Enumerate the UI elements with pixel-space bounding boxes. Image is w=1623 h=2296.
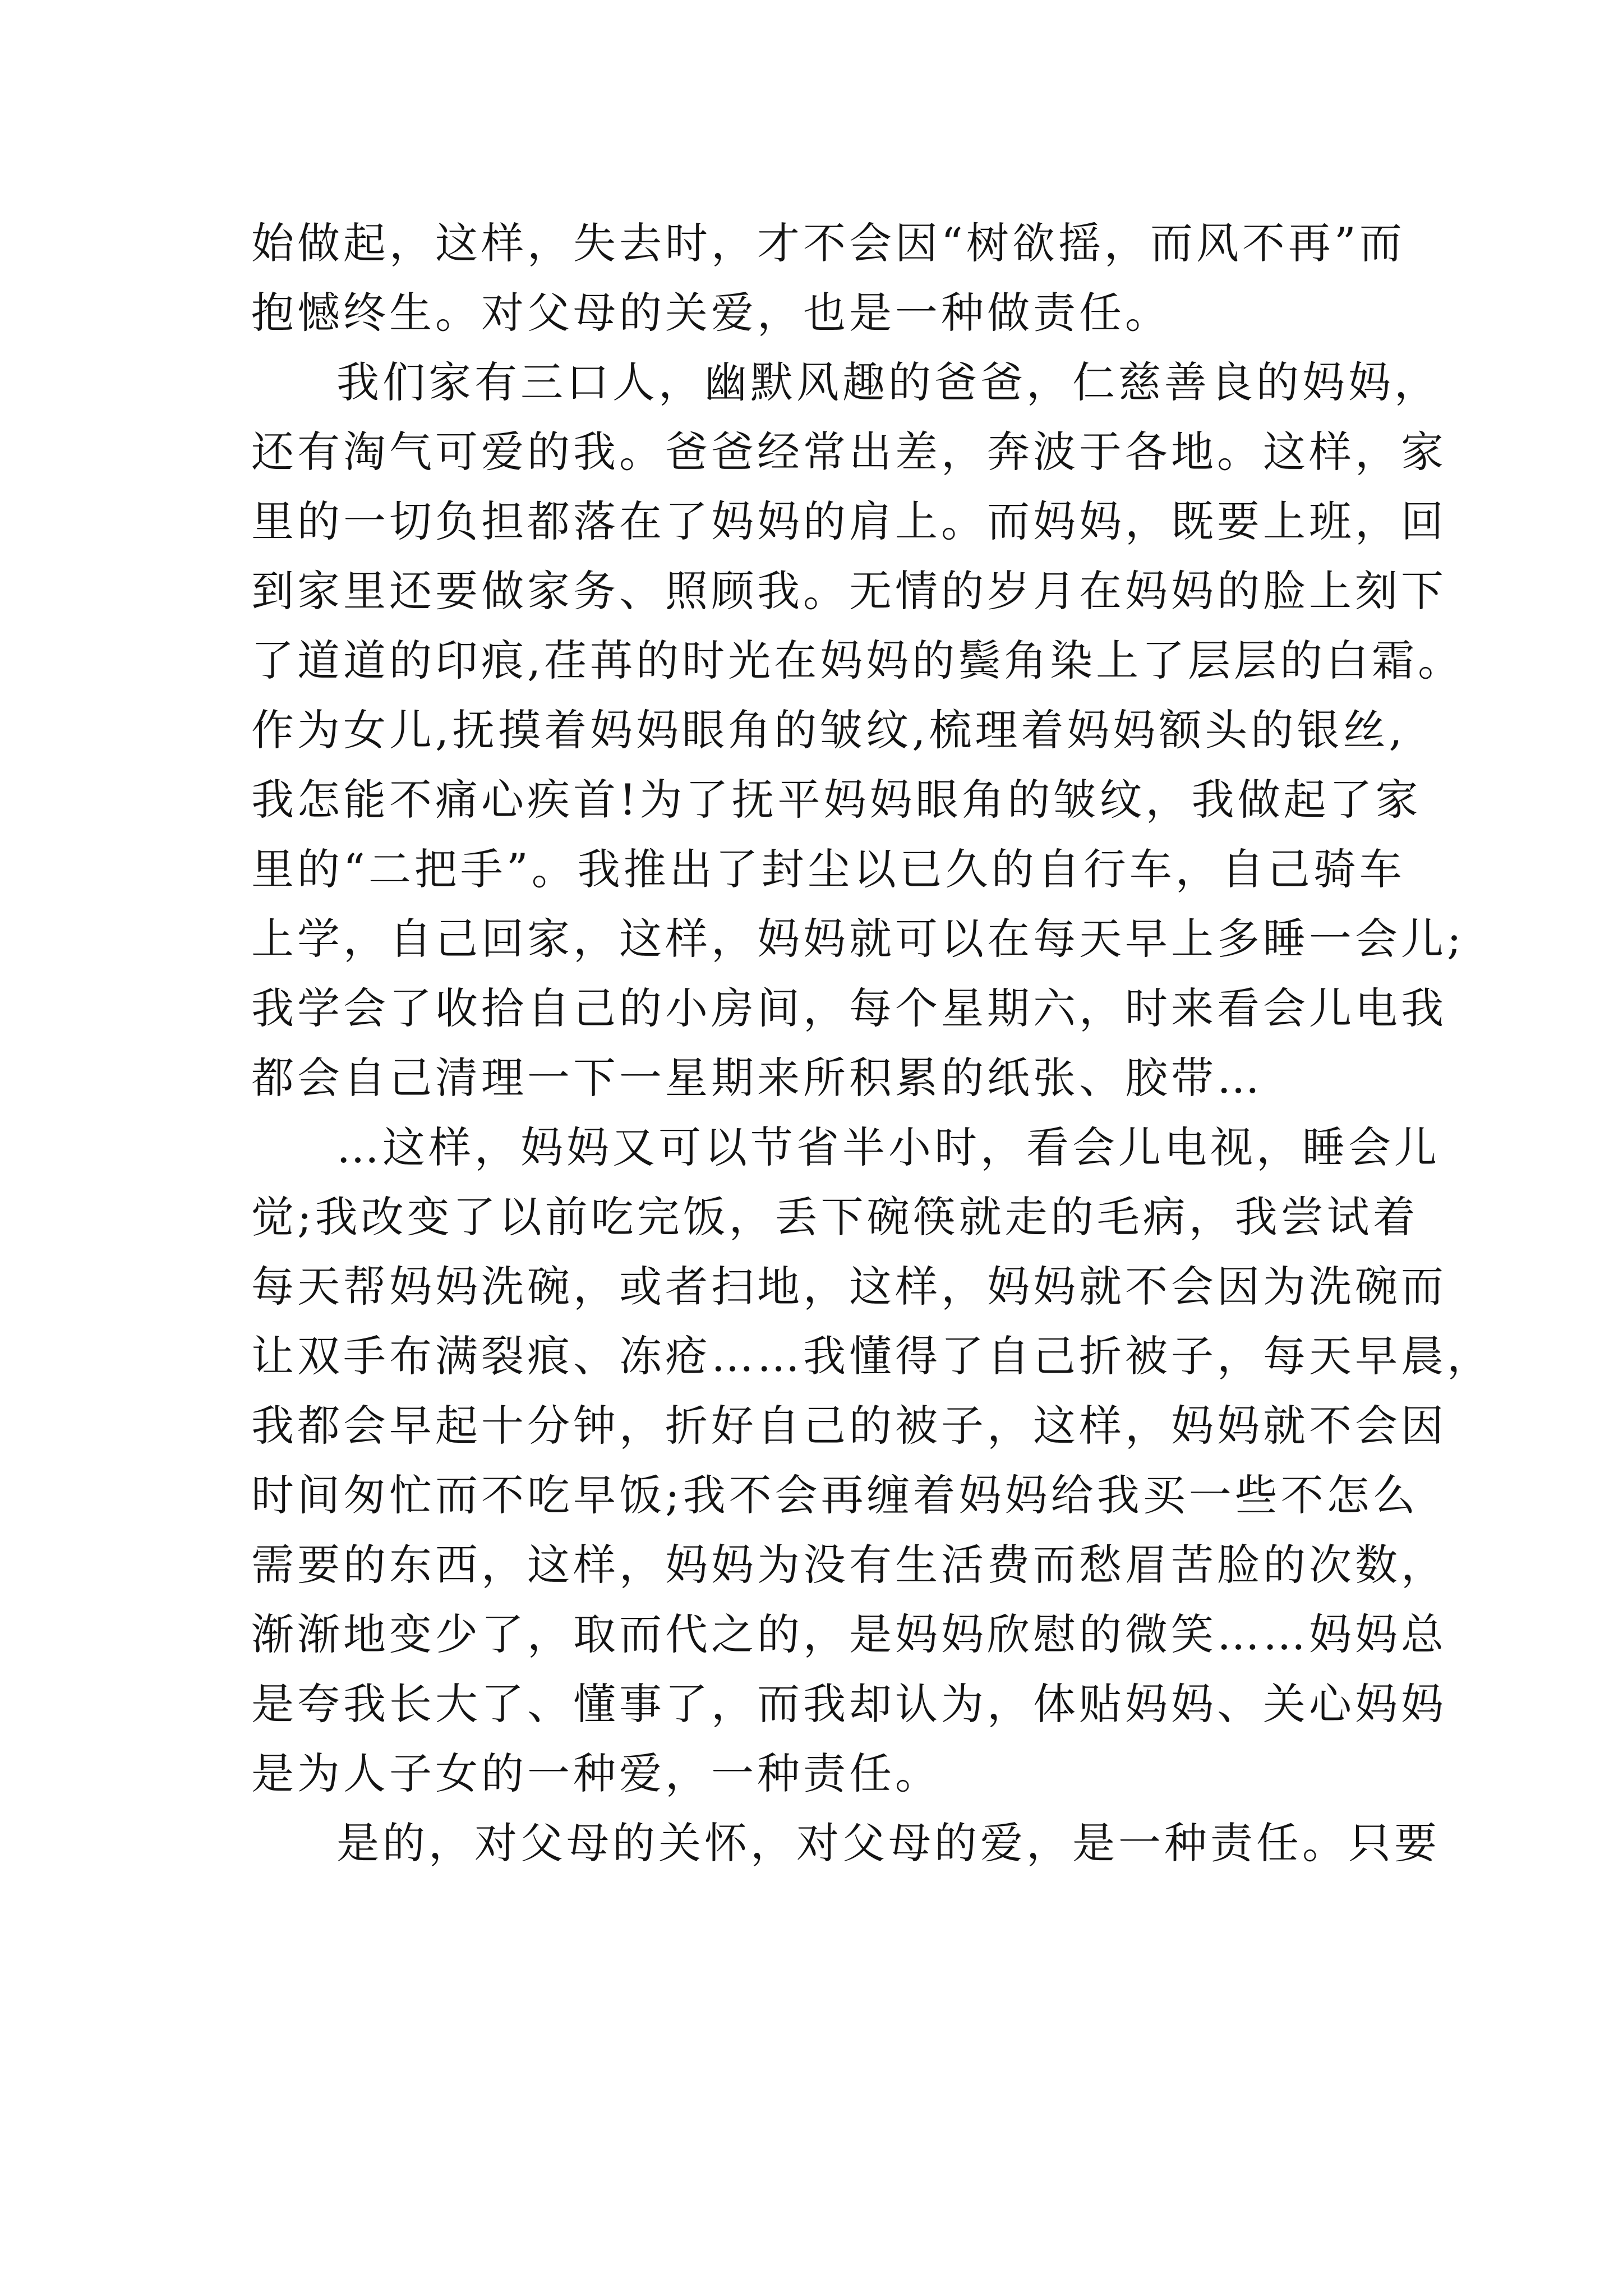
text-line: 需要的东西，这样，妈妈为没有生活费而愁眉苦脸的次数， <box>251 1540 1447 1590</box>
text-line: 我都会早起十分钟，折好自己的被子，这样，妈妈就不会因 <box>251 1401 1447 1451</box>
text-line: 上学，自己回家，这样，妈妈就可以在每天早上多睡一会儿; <box>251 914 1465 964</box>
text-line: 还有淘气可爱的我。爸爸经常出差，奔波于各地。这样，家 <box>251 427 1447 477</box>
body-text <box>251 209 1493 1878</box>
text-line: 是为人子女的一种爱，一种责任。 <box>251 1749 941 1798</box>
text-line: 始做起，这样，失去时，才不会因“树欲摇，而风不再”而 <box>251 218 1405 268</box>
text-line: 里的一切负担都落在了妈妈的肩上。而妈妈，既要上班，回 <box>251 496 1447 546</box>
text-line: 我学会了收拾自己的小房间，每个星期六，时来看会儿电我 <box>251 983 1447 1033</box>
text-line: 作为女儿,抚摸着妈妈眼角的皱纹,梳理着妈妈额头的银丝, <box>251 705 1406 755</box>
text-line: 觉;我改变了以前吃完饭，丢下碗筷就走的毛病，我尝试着 <box>251 1192 1419 1242</box>
text-line: 是夸我长大了、懂事了，而我却认为，体贴妈妈、关心妈妈 <box>251 1679 1447 1729</box>
text-line: 是的，对父母的关怀，对父母的爱，是一种责任。只要 <box>336 1818 1440 1868</box>
text-line: 时间匆忙而不吃早饭;我不会再缠着妈妈给我买一些不怎么 <box>251 1470 1419 1520</box>
text-line: 到家里还要做家务、照顾我。无情的岁月在妈妈的脸上刻下 <box>251 566 1447 616</box>
text-line: 我们家有三口人，幽默风趣的爸爸，仁慈善良的妈妈， <box>336 357 1440 407</box>
text-line: 每天帮妈妈洗碗，或者扫地，这样，妈妈就不会因为洗碗而 <box>251 1262 1447 1312</box>
text-line: 了道道的印痕,荏苒的时光在妈妈的鬓角染上了层层的白霜。 <box>251 636 1464 685</box>
text-line: 抱憾终生。对父母的关爱，也是一种做责任。 <box>251 288 1171 338</box>
text-line: 让双手布满裂痕、冻疮……我懂得了自己折被子，每天早晨， <box>251 1331 1493 1381</box>
text-line: …这样，妈妈又可以节省半小时，看会儿电视，睡会儿 <box>336 1122 1440 1172</box>
text-line: 我怎能不痛心疾首!为了抚平妈妈眼角的皱纹，我做起了家 <box>251 775 1422 825</box>
text-line: 渐渐地变少了，取而代之的，是妈妈欣慰的微笑……妈妈总 <box>251 1609 1447 1659</box>
text-line: 都会自己清理一下一星期来所积累的纸张、胶带… <box>251 1053 1263 1103</box>
text-line: 里的“二把手”。我推出了封尘以已久的自行车，自己骑车 <box>251 844 1405 894</box>
